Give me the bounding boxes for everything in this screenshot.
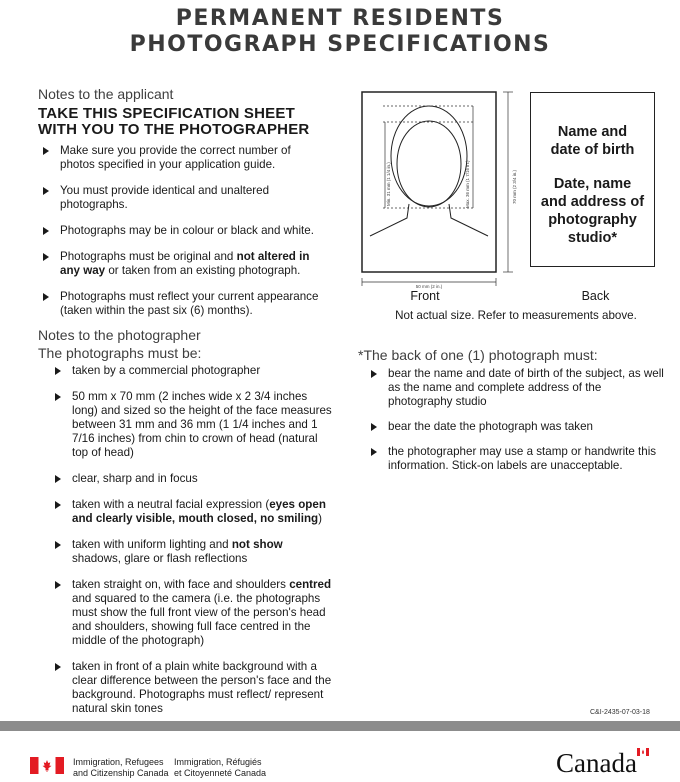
document-code: C&I-2435-07-03-18 bbox=[590, 709, 650, 716]
back-label: Back bbox=[581, 289, 610, 303]
back-text-studio: Date, name and address of photography studio* bbox=[540, 176, 645, 246]
title-line-1: PERMANENT RESIDENTS bbox=[175, 6, 505, 31]
height-dimension: 70 mm (2 3/4 in.) bbox=[512, 169, 517, 204]
applicant-heading-line-1: TAKE THIS SPECIFICATION SHEET bbox=[38, 105, 295, 122]
front-label: Front bbox=[410, 289, 440, 303]
photographer-subheading: The photographs must be: bbox=[38, 345, 202, 361]
list-item: Make sure you provide the correct number of photos specified in your application guide. bbox=[40, 144, 325, 172]
back-text-name-dob: Name and date of birth bbox=[550, 124, 635, 158]
min-face-dimension: Min. 31 mm (1 1/4 in.) bbox=[386, 162, 391, 206]
dimension-lines bbox=[362, 92, 513, 286]
back-photo-box bbox=[530, 92, 655, 267]
list-item: Photographs must be original and not altered in any way or taken from an existing photograph. bbox=[40, 250, 325, 278]
list-item: taken with uniform lighting and not show shadows, glare or flash reflections bbox=[52, 538, 334, 566]
list-item: taken by a commercial photographer bbox=[52, 364, 334, 378]
list-item: bear the date the photograph was taken bbox=[368, 420, 668, 434]
list-item: taken with a neutral facial expression (eyes open and clearly visible, mouth closed, no smiling) bbox=[52, 498, 334, 526]
applicant-notes-list bbox=[40, 144, 325, 330]
width-dimension: 50 mm (2 in.) bbox=[415, 284, 443, 289]
department-name-en: Immigration, Refugees and Citizenship Canada bbox=[73, 757, 169, 778]
list-item: Photographs may be in colour or black and white. bbox=[40, 224, 325, 238]
department-name-fr: Immigration, Réfugiés et Citoyenneté Canada bbox=[174, 757, 267, 778]
footer-rule bbox=[0, 721, 680, 731]
wordmark-flag-icon bbox=[637, 748, 649, 756]
title-line-2: PHOTOGRAPH SPECIFICATIONS bbox=[129, 32, 551, 57]
photo-frame bbox=[362, 92, 496, 272]
page-title bbox=[0, 6, 680, 58]
list-item: clear, sharp and in focus bbox=[52, 472, 334, 486]
front-photo-diagram bbox=[355, 84, 525, 304]
list-item: Photographs must reflect your current appearance (taken within the past six (6) months). bbox=[40, 290, 325, 318]
back-requirements-heading: *The back of one (1) photograph must: bbox=[358, 347, 598, 363]
list-item: bear the name and date of birth of the subject, as well as the name and complete address of the photography studio bbox=[368, 367, 668, 409]
canada-flag-icon bbox=[30, 757, 64, 774]
list-item: taken straight on, with face and shoulders centred and squared to the camera (i.e. the photographs must show the full front view of the person's head and shoulders, showing full face centred in the middle of the photograph) bbox=[52, 578, 334, 648]
list-item: 50 mm x 70 mm (2 inches wide x 2 3/4 inches long) and sized so the height of the face measures between 31 mm and 36 mm (1 1/4 inches and 1 7/16 inches) from chin to crown of head (natural top of head) bbox=[52, 390, 334, 460]
back-requirements-list bbox=[368, 367, 668, 484]
applicant-heading-line-2: WITH YOU TO THE PHOTOGRAPHER bbox=[38, 121, 310, 138]
applicant-section-label: Notes to the applicant bbox=[38, 86, 174, 102]
list-item: taken in front of a plain white background with a clear difference between the person's face and the background. Photographs must reflect/ represent natural skin tones bbox=[52, 660, 334, 716]
max-face-dimension: Max. 36 mm (1 7/16 in.) bbox=[465, 160, 470, 208]
list-item: the photographer may use a stamp or handwrite this information. Stick-on labels are unacceptable. bbox=[368, 445, 668, 473]
canada-wordmark: Canada bbox=[556, 748, 637, 778]
photographer-notes-list bbox=[52, 364, 334, 728]
list-item: You must provide identical and unaltered photographs. bbox=[40, 184, 325, 212]
not-actual-size-note: Not actual size. Refer to measurements above. bbox=[395, 309, 637, 322]
photographer-section-label: Notes to the photographer bbox=[38, 327, 201, 343]
